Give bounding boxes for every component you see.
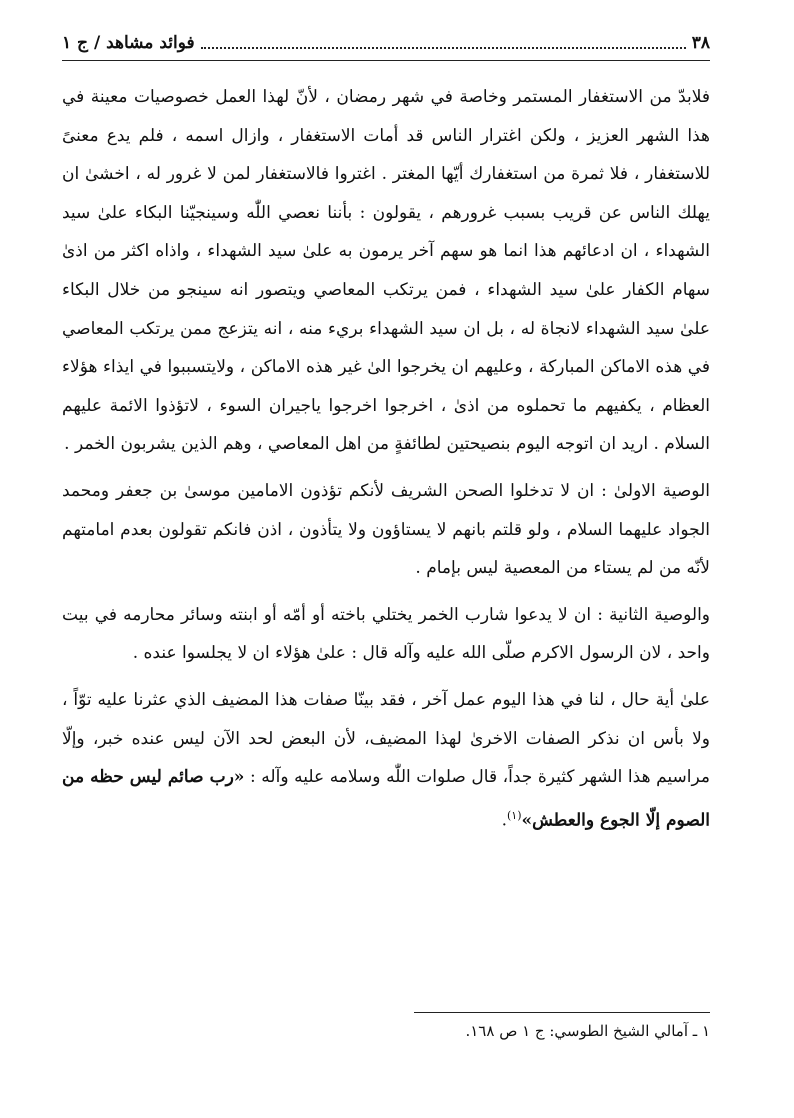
page-header [62,26,710,61]
hadith-quote: «رب صائم ليس حظه من الصوم إلّا الجوع والعطش» [62,767,710,831]
paragraph-2: الوصية الاولىٰ : ان لا تدخلوا الصحن الشريف لأنكم تؤذون الامامين موسىٰ بن جعفر ومحمد الجواد عليهما السلام ، ولو قلتم بانهم لا يستاؤون ولا يتأذون ، اذن فانكم تقولون بعدم امامتهم لأنّه من لم يستاء من المعصية ليس بإمام . [62,480,710,579]
paragraph-1: فلابدّ من الاستغفار المستمر وخاصة في شهر رمضان ، لأنّ لهذا العمل خصوصيات معينة في هذا الشهر العزيز ، ولكن اغترار الناس قد أمات الاستغفار ، وازال اسمه ، فلم يدع معنىً للاستغفار ، فلا ثمرة من استغفارك أيّها المغتر . اغتروا فالاستغفار لمن لا غرور له ، اخشىٰ ان يهلك الناس عن قريب بسبب غرورهم ، يقولون : بأننا نعصي اللّٰه وسينجيّنا البكاء علىٰ سيد الشهداء ، ان ادعائهم هذا انما هو سهم آخر يرمون به علىٰ سيد الشهداء ، واذاه اكثر من اذىٰ سهام الكفار علىٰ سيد الشهداء ، فمن يرتكب المعاصي ويتصور انه سينجو من خلال البكاء علىٰ سيد الشهداء لانجاة له ، بل ان سيد الشهداء بريء منه ، انه يتزعج ممن يرتكب المعاصي في هذه الاماكن المباركة ، وعليهم ان يخرجوا الىٰ غير هذه الاماكن ، ولايتسببوا في ايذاء هؤلاء العظام ، يكفيهم ما تحملوه من اذىٰ ، اخرجوا اخرجوا ياجيران السوء ، لاتؤذوا الائمة عليهم السلام . اريد ان اتوجه اليوم بنصيحتين لطائفةٍ من اهل المعاصي ، وهم الذين يشربون الخمر . [62,87,710,455]
footnote-reference: (١) [506,808,522,822]
paragraph-4-end: . [501,810,507,831]
page-number: ٣٨ [691,33,710,53]
footnote: ١ ـ آمالي الشيخ الطوسي: ج ١ ص ١٦٨. [465,1022,710,1040]
paragraph-4 [62,681,710,840]
running-title: فوائد مشاهد / ج ١ [62,33,195,53]
main-text [62,78,710,840]
footnote-divider [414,1012,710,1013]
paragraph-3: والوصية الثانية : ان لا يدعوا شارب الخمر يختلي باخته أو أمّه أو ابنته وسائر محارمه في بيت واحد ، لان الرسول الاكرم صلّى الله عليه وآله قال : علىٰ هؤلاء ان لا يجلسوا عنده . [62,604,710,664]
book-page [62,0,710,1118]
paragraph-4-text: علىٰ أية حال ، لنا في هذا اليوم عمل آخر ، فقد بينّا صفات هذا المضيف الذي عثرنا عليه توّاً ، ولا بأس ان نذكر الصفات الاخرىٰ لهذا المضيف، لأن البعض لحد الآن ليس عنده خبر، وإلّا مراسيم هذا الشهر كثيرة جداً، قال صلوات اللّٰه وسلامه عليه وآله : [62,689,710,788]
dotted-leader [201,37,686,49]
